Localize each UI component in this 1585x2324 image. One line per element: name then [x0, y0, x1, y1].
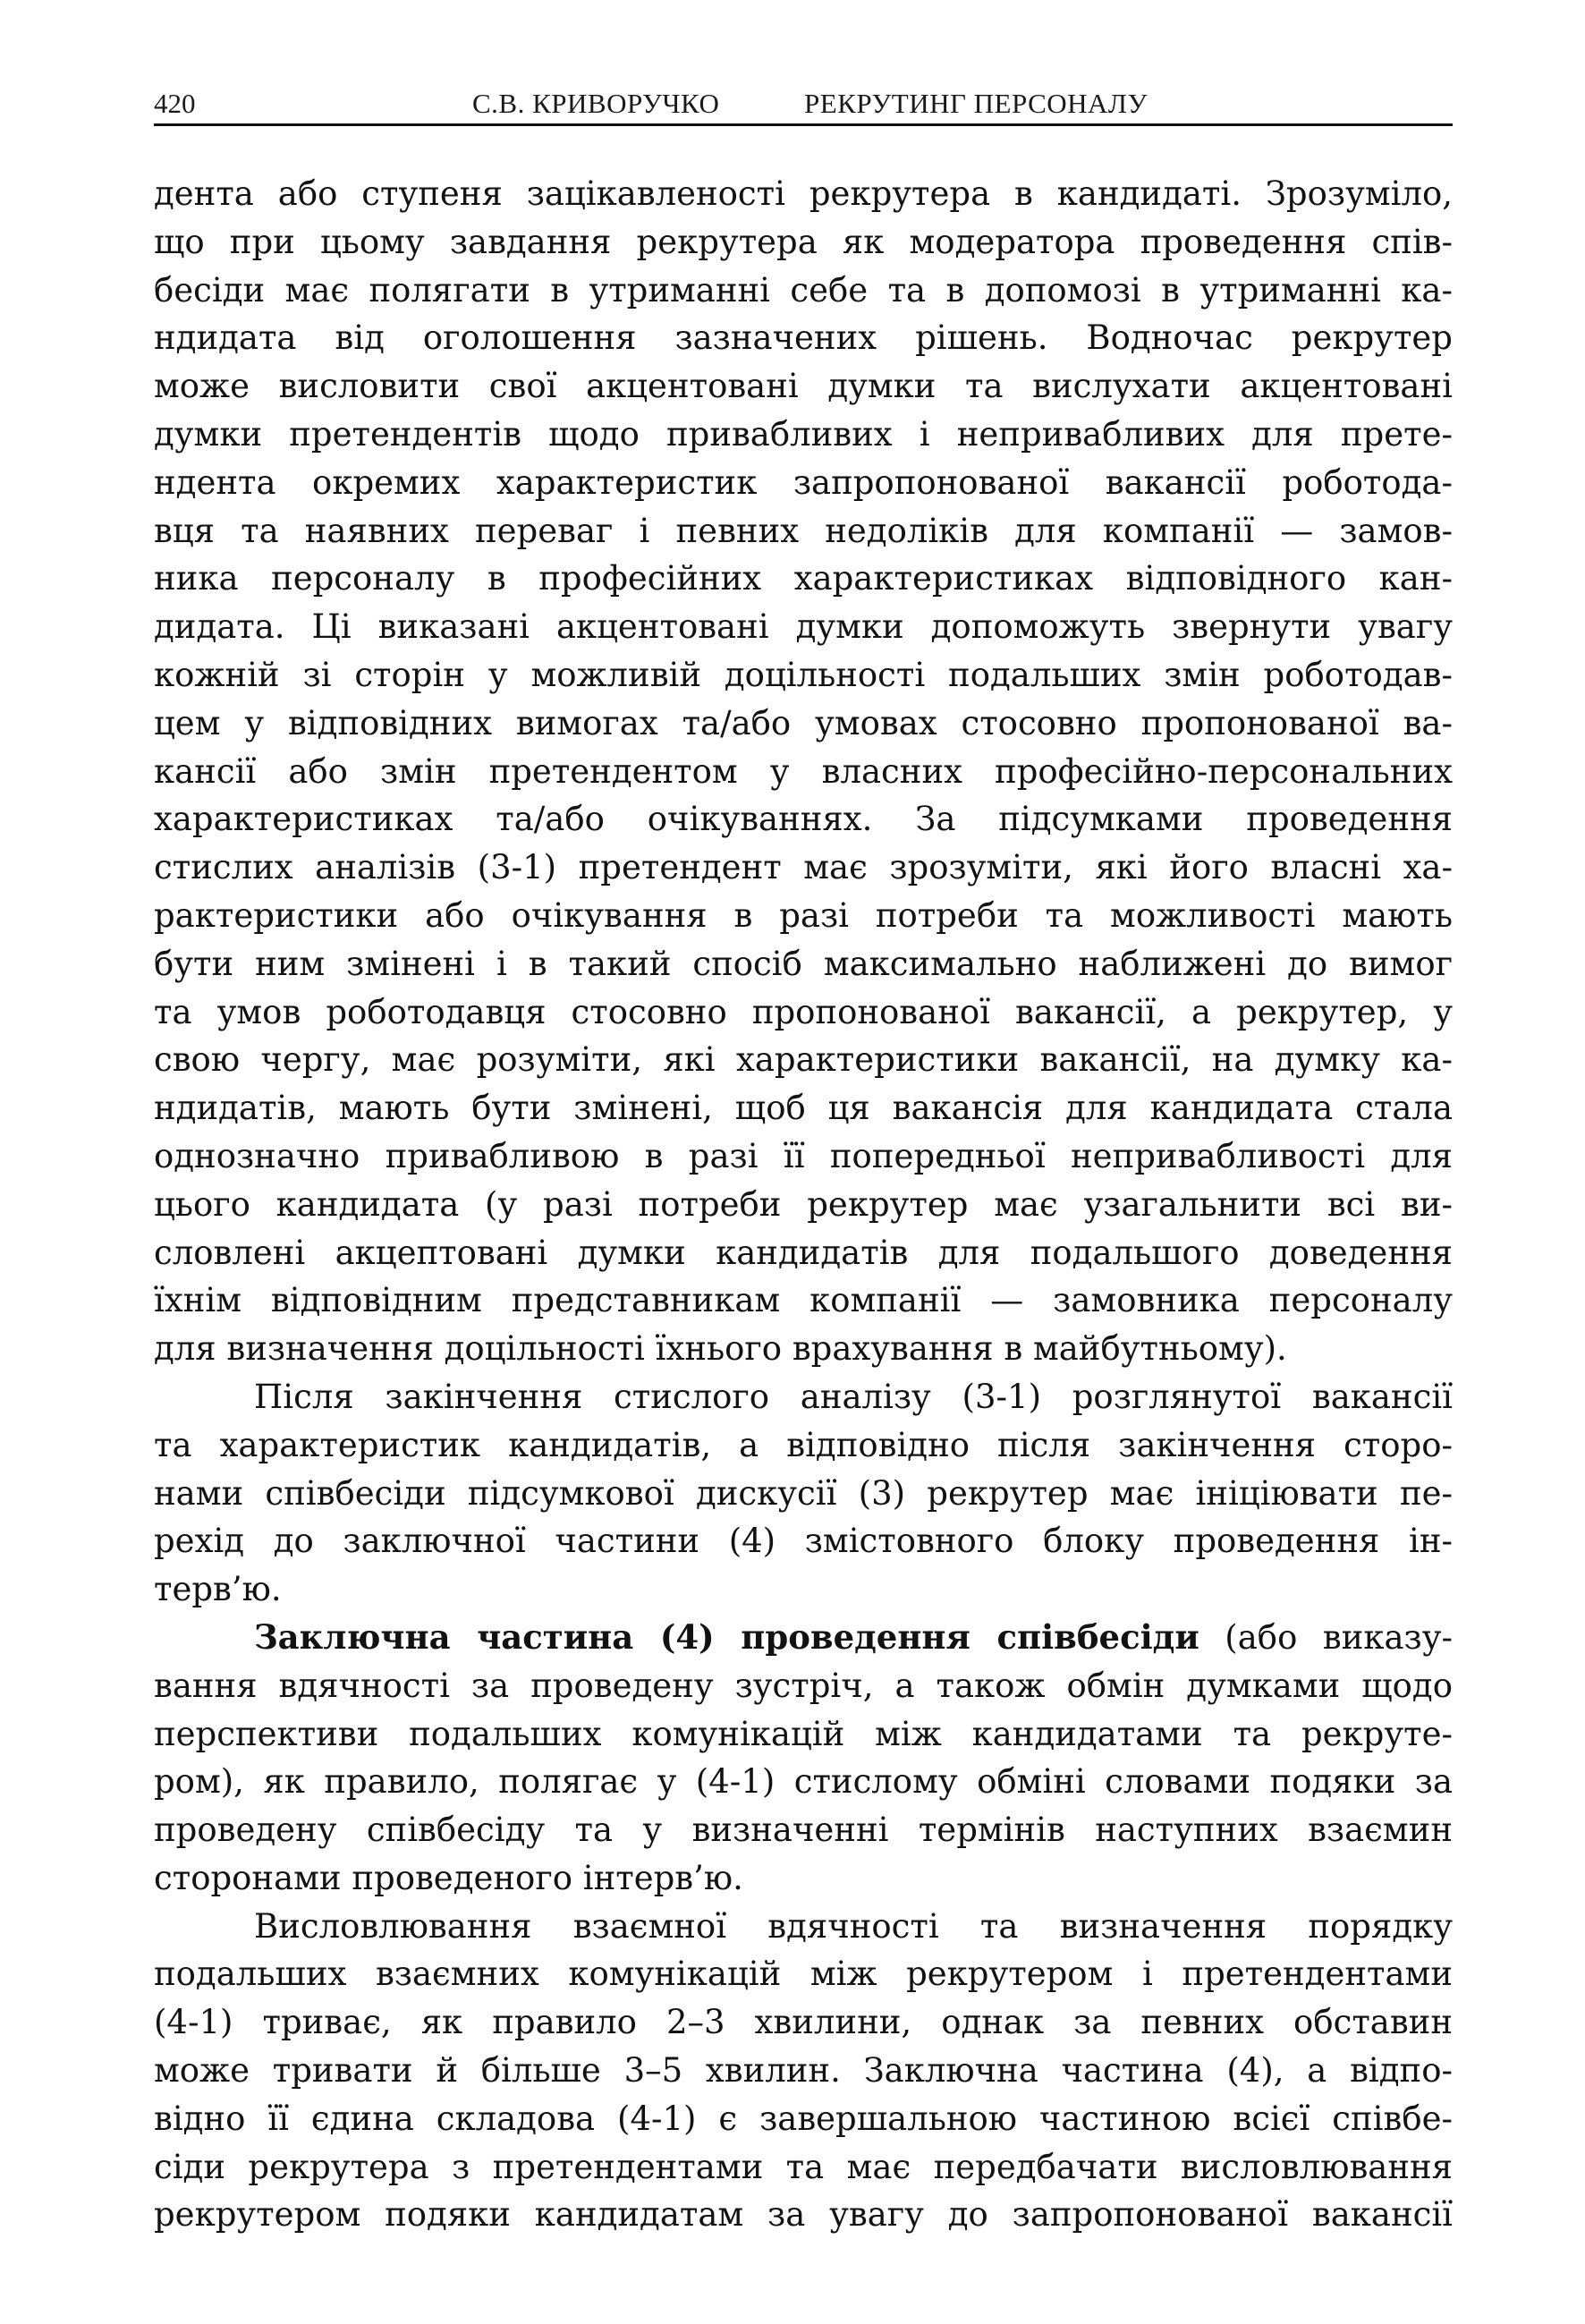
- text-line: дидата. Ці виказані акцентовані думки допоможуть звернути увагу: [154, 607, 1453, 647]
- text-line: характеристиках та/або очікуваннях. За підсумками проведення: [154, 800, 1453, 839]
- text-line: для визначення доцільності їхнього врахування в майбутньому).: [154, 1329, 1287, 1369]
- text-line: що при цьому завдання рекрутера як модератора проведення спів-: [154, 222, 1453, 261]
- text-line: перспективи подальших комунікацій між кандидатами та рекруте-: [154, 1714, 1453, 1753]
- paragraph: [154, 1373, 1453, 1614]
- paragraph: [154, 1614, 1453, 1903]
- text-line: однозначно привабливою в разі її попередньої непривабливості для: [154, 1136, 1453, 1175]
- text-line: Після закінчення стислого аналізу (3-1) розглянутої вакансії: [254, 1377, 1453, 1416]
- body-text: [154, 170, 1453, 2239]
- text-line: проведену співбесіду та у визначенні термінів наступних взаємин: [154, 1811, 1453, 1850]
- text-line: подальших взаємних комунікацій між рекрутером і претендентами: [154, 1955, 1453, 1994]
- running-header: [154, 84, 1453, 123]
- text-line: словлені акцептовані думки кандидатів для подальшого доведення: [154, 1233, 1453, 1272]
- text-line: кансії або змін претендентом у власних професійно-персональних: [154, 751, 1453, 791]
- text-line: стислих аналізів (3-1) претендент має зрозуміти, які його власні ха-: [154, 848, 1453, 887]
- page-number: 420: [154, 88, 196, 119]
- text-line: може тривати й більше 3–5 хвилин. Заключна частина (4), а відпо-: [154, 2051, 1453, 2091]
- text-line: дента або ступеня зацікавленості рекрутера в кандидаті. Зрозуміло,: [154, 174, 1453, 213]
- text-line: відно її єдина складова (4-1) є завершальною частиною всієї співбе-: [154, 2099, 1453, 2138]
- text-line: вання вдячності за проведену зустріч, а також обмін думками щодо: [154, 1666, 1453, 1705]
- text-line: ром), як правило, полягає у (4-1) стислому обміні словами подяки за: [154, 1762, 1453, 1802]
- text-run: (або виказу-: [1199, 1617, 1453, 1657]
- text-line: рехід до заключної частини (4) змістовного блоку проведення ін-: [154, 1522, 1453, 1561]
- text-line: вця та наявних переваг і певних недоліків для компанії — замов-: [154, 511, 1453, 550]
- text-line: свою чергу, має розуміти, які характеристики вакансії, на думку ка-: [154, 1040, 1453, 1080]
- bold-run-in-heading: Заключна частина (4) проведення співбесіди: [254, 1616, 1199, 1657]
- text-line: бути ним змінені і в такий спосіб максимально наближені до вимог: [154, 944, 1453, 983]
- text-line: ника персоналу в професійних характеристиках відповідного кан-: [154, 559, 1453, 598]
- text-line: бесіди має полягати в утриманні себе та в допомозі в утриманні ка-: [154, 270, 1453, 310]
- text-line: Висловлювання взаємної вдячності та визначення порядку: [254, 1906, 1453, 1946]
- header-book-title: РЕКРУТИНГ ПЕРСОНАЛУ: [804, 88, 1148, 119]
- text-line: сторонами проведеного інтерв’ю.: [154, 1858, 743, 1897]
- text-line: терв’ю.: [154, 1570, 282, 1609]
- text-line: цем у відповідних вимогах та/або умовах стосовно пропонованої ва-: [154, 703, 1453, 742]
- text-line: їхнім відповідним представникам компанії — замовника персоналу: [154, 1281, 1453, 1320]
- text-line: [154, 1614, 1453, 1662]
- text-line: може висловити свої акцентовані думки та вислухати акцентовані: [154, 367, 1453, 406]
- text-line: цього кандидата (у разі потреби рекрутер має узагальнити всі ви-: [154, 1184, 1453, 1224]
- paragraph: [154, 170, 1453, 1373]
- header-rule: [154, 123, 1453, 126]
- text-line: та умов роботодавця стосовно пропонованої вакансії, а рекрутер, у: [154, 992, 1453, 1031]
- text-line: ндидата від оголошення зазначених рішень. Водночас рекрутер: [154, 318, 1453, 358]
- text-line: та характеристик кандидатів, а відповідно після закінчення сторо-: [154, 1425, 1453, 1464]
- text-line: (4-1) триває, як правило 2–3 хвилини, однак за певних обставин: [154, 2003, 1453, 2042]
- text-line: нами співбесіди підсумкової дискусії (3) рекрутер має ініціювати пе-: [154, 1473, 1453, 1513]
- text-line: думки претендентів щодо привабливих і непривабливих для прете-: [154, 414, 1453, 454]
- text-line: кожній зі сторін у можливій доцільності подальших змін роботодав-: [154, 655, 1453, 694]
- text-line: рактеристики або очікування в разі потреби та можливості мають: [154, 895, 1453, 935]
- text-line: ндидатів, мають бути змінені, щоб ця вакансія для кандидата стала: [154, 1089, 1453, 1128]
- text-line: ндента окремих характеристик запропонованої вакансії роботода-: [154, 462, 1453, 502]
- header-author: С.В. КРИВОРУЧКО: [472, 88, 720, 119]
- paragraph: [154, 1903, 1453, 2240]
- text-line: сіди рекрутера з претендентами та має передбачати висловлювання: [154, 2147, 1453, 2186]
- text-line: рекрутером подяки кандидатам за увагу до запропонованої вакансії: [154, 2195, 1453, 2235]
